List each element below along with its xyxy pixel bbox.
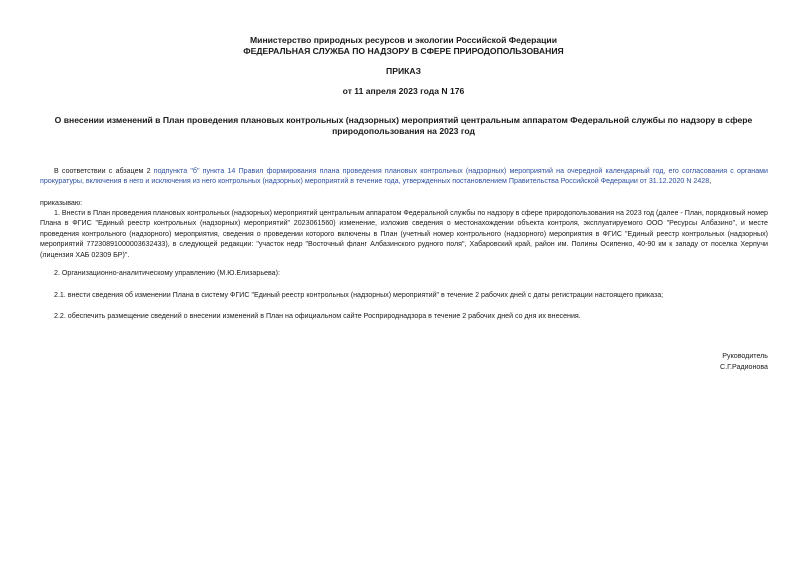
paragraph-1: 1. Внести в План проведения плановых контрольных (надзорных) мероприятий центральным аппаратом Федеральной службы по надзору в сфере природопользования на 2023 год (далее - План, порядковый номер Плана в ФГИС "Единый реестр контрольных (надзорных) мероприятий" 2023061560) изменение, изложив сведения о местонахождении объекта контроля, эксплуатируемого ООО "Ресурсы Албазино", и месте проведения контрольного (надзорного) мероприятия, сведения о проведении которого включены в План (учетный номер контрольного (надзорного) мероприятия в ФГИС "Единый реестр контрольных (надзорных) мероприятий 77230891000003632433), в следующей редакции: "участок недр "Восточный фланг Албазинского рудного поля", Хабаровский край, район им. Полины Осипенко, 40-90 км к западу от поселка Херпучи (лицензия ХАБ 02309 БР)". [40,209,768,259]
signature-name: С.Г.Радионова [719,363,768,371]
preamble-paragraph [40,166,768,187]
document-date-number: от 11 апреля 2023 года N 176 [342,86,465,96]
document-type: ПРИКАЗ [386,66,421,76]
preamble-end: , [709,177,712,186]
order-word: приказываю: [40,199,83,207]
paragraph-2-2: 2.2. обеспечить размещение сведений о внесении изменений в План на официальном сайте Росприроднадзора в течение 2 рабочих дней со дня их внесения. [54,312,581,320]
paragraph-2-1: 2.1. внести сведения об изменении Плана в систему ФГИС "Единый реестр контрольных (надзорных) мероприятий" в течение 2 рабочих дней с даты регистрации настоящего приказа; [54,291,664,299]
paragraph-2: 2. Организационно-аналитическому управлению (М.Ю.Елизарьева): [54,269,280,277]
preamble-text: В соответствии с абзацем 2 [54,167,154,175]
signature-position: Руководитель [722,352,768,360]
legal-reference-link[interactable]: подпункта "б" пункта 14 Правил формирования плана проведения плановых контрольных (надзорных) мероприятий на очередной календарный год, его согласования с органами прокуратуры, включения в него и исключения из него контрольных (надзорных) мероприятий в течение года, утвержденных постановлением Правительства Российской Федерации от 31.12.2020 N 2428 [40,167,768,186]
ministry-name: Министерство природных ресурсов и экологии Российской Федерации [250,35,557,45]
document-title-line2: природопользования на 2023 год [332,126,475,136]
service-name: ФЕДЕРАЛЬНАЯ СЛУЖБА ПО НАДЗОРУ В СФЕРЕ ПРИРОДОПОЛЬЗОВАНИЯ [243,46,564,56]
document-title-line1: О внесении изменений в План проведения плановых контрольных (надзорных) мероприятий центральным аппаратом Федеральной службы по надзору в сфере [54,115,753,125]
